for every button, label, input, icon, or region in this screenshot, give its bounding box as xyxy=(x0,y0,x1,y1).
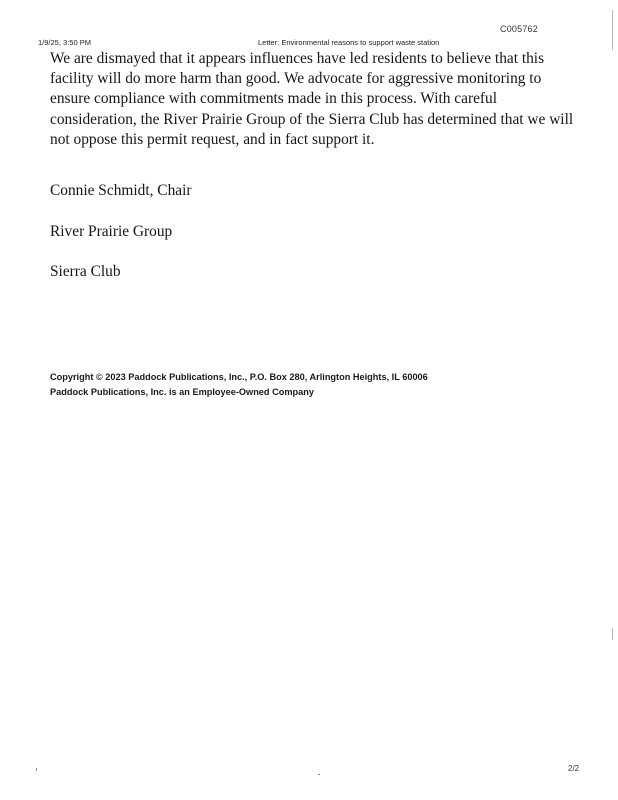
page-number: 2/2 xyxy=(568,764,580,773)
body-paragraph: We are dismayed that it appears influences have led residents to believe that this facility will do more harm than good. We advocate for aggressive monitoring to ensure compliance with commitments made in this process. With careful consideration, the River Prairie Group of the Sierra Club has determined that we will not oppose this permit request, and in fact support it. xyxy=(50,50,574,148)
scan-speck xyxy=(318,774,320,775)
signature-group: River Prairie Group xyxy=(50,223,173,240)
print-date: 1/9/25, 3:50 PM xyxy=(38,38,91,47)
scan-speck xyxy=(612,10,613,50)
signature-name: Connie Schmidt, Chair xyxy=(50,182,192,199)
copyright-line-2: Paddock Publications, Inc. is an Employee-Owned Company xyxy=(50,387,314,397)
copyright-line-1: Copyright © 2023 Paddock Publications, Inc., P.O. Box 280, Arlington Heights, IL 60006 xyxy=(50,372,428,382)
print-title: Letter: Environmental reasons to support waste station xyxy=(258,38,440,47)
scan-speck xyxy=(612,628,613,640)
bates-number: C005762 xyxy=(500,24,538,34)
scan-speck xyxy=(36,768,37,771)
copyright-notice xyxy=(50,370,428,400)
letter-body xyxy=(50,49,580,150)
signature-organization: Sierra Club xyxy=(50,263,121,280)
